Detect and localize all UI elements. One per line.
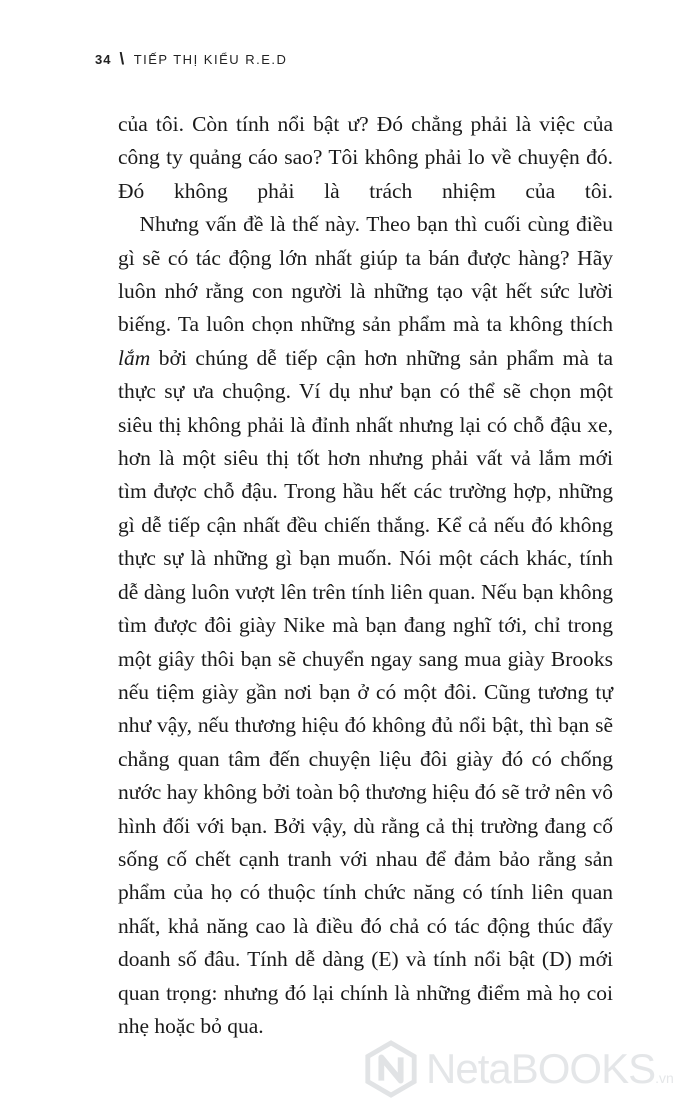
- running-header: [95, 49, 287, 69]
- n-hexagon-logo-icon: [362, 1040, 420, 1098]
- paragraph-2-emphasis: lắm: [118, 345, 151, 370]
- paragraph-1: của tôi. Còn tính nổi bật ư? Đó chẳng phải là việc của công ty quảng cáo sao? Tôi không phải lo về chuyện đó. Đó không phải là trách nhiệm của tôi.: [118, 112, 613, 203]
- watermark-text: [426, 1045, 674, 1093]
- header-separator: \: [119, 49, 126, 68]
- page-number: 34: [95, 51, 112, 67]
- watermark-brand: NetaBOOKS: [426, 1045, 656, 1092]
- watermark-suffix: .vn: [655, 1070, 674, 1086]
- book-title: TIẾP THỊ KIỂU R.E.D: [133, 51, 288, 67]
- watermark: [362, 1040, 674, 1098]
- paragraph-2: [118, 208, 613, 1043]
- page-body: [118, 108, 613, 1043]
- paragraph-2-text-b: bởi chúng dễ tiếp cận hơn những sản phẩm mà ta thực sự ưa chuộng. Ví dụ như bạn có thể sẽ chọn một siêu thị không phải là đỉnh nhất nhưng lại có chỗ đậu xe, hơn là một siêu thị tốt hơn nhưng phải vất vả lắm mới tìm được chỗ đậu. Trong hầu hết các trường hợp, những gì dễ tiếp cận nhất đều chiến thắng. Kể cả nếu đó không thực sự là những gì bạn muốn. Nói một cách khác, tính dễ dàng luôn vượt lên trên tính liên quan. Nếu bạn không tìm được đôi giày Nike mà bạn đang nghĩ tới, chỉ trong một giây thôi bạn sẽ chuyển ngay sang mua giày Brooks nếu tiệm giày gần nơi bạn ở có một đôi. Cũng tương tự như vậy, nếu thương hiệu đó không đủ nổi bật, thì bạn sẽ chẳng quan tâm đến chuyện liệu đôi giày đó có chống nước hay không bởi toàn bộ thương hiệu đó sẽ trở nên vô hình đối với bạn. Bởi vậy, dù rằng cả thị trường đang cố sống cố chết cạnh tranh với nhau để đảm bảo rằng sản phẩm của họ có thuộc tính chức năng có tính liên quan nhất, khả năng cao là điều đó chả có tác động thúc đẩy doanh số đâu. Tính dễ dàng (E) và tính nổi bật (D) mới quan trọng: nhưng đó lại chính là những điểm mà họ coi nhẹ hoặc bỏ qua.: [118, 345, 613, 1038]
- paragraph-2-text-a: Nhưng vấn đề là thế này. Theo bạn thì cuối cùng điều gì sẽ có tác động lớn nhất giúp ta bán được hàng? Hãy luôn nhớ rằng con người là những tạo vật hết sức lười biếng. Ta luôn chọn những sản phẩm mà ta không thích: [118, 212, 613, 337]
